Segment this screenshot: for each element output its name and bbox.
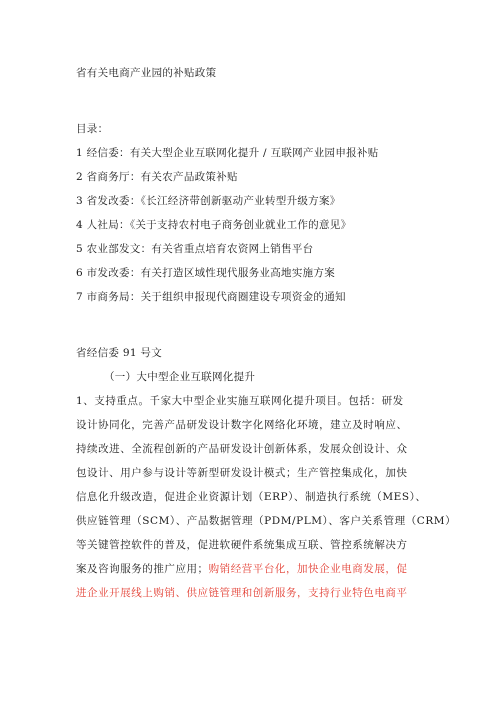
toc-item: 3 省发改委：《长江经济带创新驱动产业转型升级方案》 <box>76 195 341 207</box>
paragraph-line-mixed <box>76 562 427 576</box>
document-title: 省有关电商产业园的补贴政策 <box>76 67 217 79</box>
toc-item: 2 省商务厅：有关农产品政策补贴 <box>76 171 238 183</box>
paragraph-line: 1、支持重点。千家大中型企业实施互联网化提升项目。包括：研发 <box>76 395 404 407</box>
paragraph-line: 持续改进、全流程创新的产品研发设计创新体系，发展众创设计、众 <box>76 443 408 455</box>
toc-item: 1 经信委：有关大型企业互联网化提升 / 互联网产业园申报补贴 <box>76 147 379 159</box>
toc-item: 7 市商务局：关于组织申报现代商圈建设专项资金的通知 <box>76 291 346 303</box>
paragraph-line: 信息化升级改造，促进企业资源计划（ERP）、制造执行系统（MES）、 <box>76 491 427 503</box>
paragraph-line: 等关键管控软件的普及，促进软硬件系统集成互联、管控系统解决方 <box>76 539 408 551</box>
highlighted-text: 购销经营平台化，加快企业电商发展，促 <box>208 563 408 575</box>
paragraph-line: 包设计、用户参与设计等新型研发设计模式；生产管控集成化，加快 <box>76 467 408 479</box>
toc-heading: 目录： <box>76 123 109 135</box>
highlighted-paragraph-line: 进企业开展线上购销、供应链管理和创新服务，支持行业特色电商平 <box>76 587 408 599</box>
paragraph-line: 设计协同化，完善产品研发设计数字化网络化环境，建立及时响应、 <box>76 419 408 431</box>
toc-item: 6 市发改委：有关打造区域性现代服务业高地实施方案 <box>76 267 336 279</box>
document-reference: 省经信委 91 号文 <box>76 347 163 359</box>
section-subheading: （一）大中型企业互联网化提升 <box>104 371 256 383</box>
paragraph-text: 案及咨询服务的推广应用； <box>76 563 209 575</box>
toc-item: 5 农业部发文：有关省重点培育农资网上销售平台 <box>76 243 314 255</box>
paragraph-line: 供应链管理（SCM）、产品数据管理（PDM/PLM）、客户关系管理（CRM） <box>76 515 457 527</box>
toc-item: 4 人社局：《关于支持农村电子商务创业就业工作的意见》 <box>76 219 352 231</box>
